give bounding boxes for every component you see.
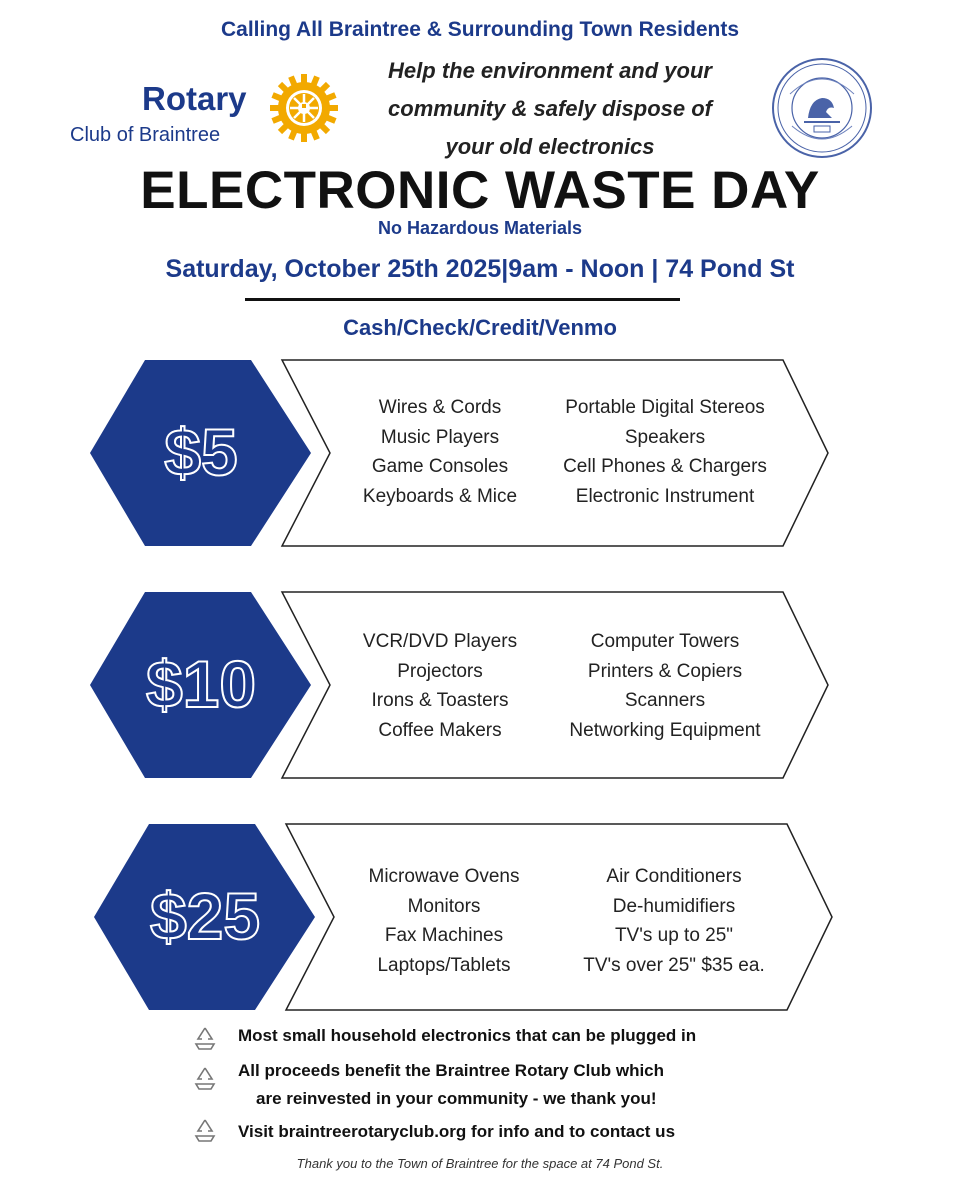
footer-note-proceeds: All proceeds benefit the Braintree Rotary Club which	[238, 1061, 665, 1080]
item: Monitors	[407, 895, 481, 917]
item: Printers & Copiers	[587, 660, 743, 682]
item: TV's over 25" $35 ea.	[583, 954, 765, 976]
footer-note-proceeds-cont: are reinvested in your community - we thank you!	[256, 1089, 657, 1108]
tagline-line: your old electronics	[445, 134, 655, 159]
recycle-icon	[190, 1064, 220, 1094]
item: Electronic Instrument	[575, 485, 755, 507]
footer-website-note: Visit braintreerotaryclub.org for info and to contact us	[238, 1122, 676, 1141]
divider	[245, 298, 680, 301]
rotary-logo	[70, 70, 350, 160]
item: Computer Towers	[590, 631, 740, 652]
tier-10-price: $10	[145, 647, 257, 721]
item: Fax Machines	[384, 925, 504, 946]
event-date-line: Saturday, October 25th 2025|9am - Noon | 74 Pond St	[165, 255, 795, 283]
tier-25-left-items	[344, 862, 544, 980]
recycle-icon	[190, 1116, 220, 1146]
thank-you-note: Thank you to the Town of Braintree for the space at 74 Pond St.	[296, 1156, 664, 1171]
tier-25-right-items	[554, 862, 794, 980]
item: Laptops/Tablets	[377, 954, 511, 976]
tagline-line: Help the environment and your	[388, 58, 712, 83]
item: Microwave Ovens	[368, 866, 520, 887]
item: Game Consoles	[371, 456, 509, 477]
rotary-word: Rotary	[142, 80, 247, 117]
tier-10-right-items	[540, 627, 790, 745]
item: Air Conditioners	[606, 866, 742, 887]
tier-10-left-items	[340, 627, 540, 745]
item: Cell Phones & Chargers	[563, 456, 767, 477]
item: Projectors	[397, 660, 483, 682]
recycle-icon	[190, 1024, 220, 1054]
tagline	[340, 52, 760, 166]
item: Portable Digital Stereos	[565, 397, 765, 418]
tier-5-left-items	[340, 393, 540, 511]
item: Networking Equipment	[569, 719, 761, 741]
item: Coffee Makers	[378, 719, 502, 741]
town-seal-icon	[770, 56, 874, 160]
payment-methods: Cash/Check/Credit/Venmo	[343, 315, 617, 340]
top-heading: Calling All Braintree & Surrounding Town Residents	[220, 18, 740, 41]
item: Irons & Toasters	[371, 690, 509, 711]
tier-25-price: $25	[149, 879, 261, 953]
tagline-line: community & safely dispose of	[388, 96, 712, 121]
tier-5-right-items	[540, 393, 790, 511]
item: Keyboards & Mice	[362, 485, 518, 507]
subtitle: No Hazardous Materials	[377, 218, 583, 238]
tier-5-price: $5	[164, 415, 238, 489]
item: VCR/DVD Players	[362, 631, 518, 652]
rotary-club-name: Club of Braintree	[70, 124, 221, 146]
item: Music Players	[380, 426, 500, 448]
rotary-wheel-icon	[266, 70, 342, 146]
item: TV's up to 25"	[614, 925, 734, 946]
item: De-humidifiers	[612, 895, 736, 917]
main-title: ELECTRONIC WASTE DAY	[140, 161, 820, 220]
item: Speakers	[624, 426, 706, 448]
item: Scanners	[624, 690, 706, 711]
footer-note-plugged-in: Most small household electronics that can be plugged in	[238, 1026, 697, 1045]
item: Wires & Cords	[378, 397, 502, 418]
